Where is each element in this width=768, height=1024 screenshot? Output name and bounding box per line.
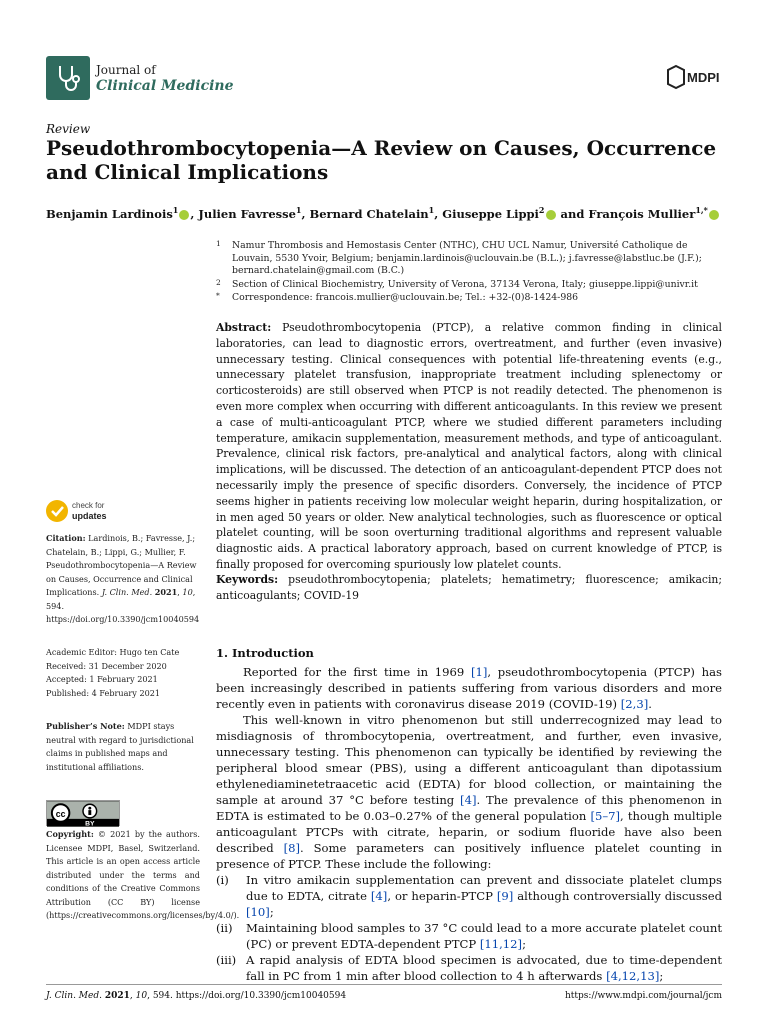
journal-header — [46, 56, 234, 100]
received-date: Received: 31 December 2020 — [46, 660, 167, 671]
text-run: In vitro amikacin supplementation can prevent and dissociate platelet clumps due to EDTA, citrate — [246, 873, 722, 903]
check-updates-line1: check for — [72, 501, 105, 510]
citation-link[interactable]: [1] — [470, 665, 488, 679]
affiliation-mark: 1 — [216, 239, 221, 248]
list-number: (ii) — [216, 921, 233, 935]
author-affil-mark: 1 — [295, 205, 302, 215]
check-for-updates[interactable] — [46, 500, 107, 522]
citation-link[interactable]: [4] — [370, 889, 388, 903]
citation-link[interactable]: [9] — [496, 889, 514, 903]
citation-link[interactable]: [5–7] — [590, 809, 621, 823]
author-affil-mark: 1,* — [695, 205, 708, 215]
text-run: ; — [522, 937, 526, 951]
author-affil-mark: 1 — [172, 205, 179, 215]
author-separator: , — [434, 206, 443, 221]
author: Julien Favresse — [198, 206, 296, 221]
author-separator: and — [556, 206, 589, 221]
published-date: Published: 4 February 2021 — [46, 687, 161, 698]
citation-label: Citation: — [46, 533, 86, 543]
list-item — [216, 952, 722, 984]
copyright-text: © 2021 by the authors. Licensee MDPI, Basel, Switzerland. This article is an open access article distributed under the terms and conditions of the Creative Commons Attribution (CC BY) license (https://creativecommons.org/licenses/by/4.0/). — [46, 829, 240, 920]
citation-link[interactable]: [4] — [460, 793, 477, 807]
affiliation-text: Section of Clinical Biochemistry, University of Verona, 37134 Verona, Italy; giuseppe.lippi@univr.it — [232, 278, 698, 290]
check-updates-line2: updates — [72, 511, 107, 521]
footer-year: 2021 — [104, 991, 130, 1001]
orcid-icon[interactable] — [546, 210, 556, 220]
keywords-label: Keywords: — [216, 573, 279, 586]
cc-by-license-badge[interactable] — [46, 800, 120, 826]
footer-journal: J. Clin. Med. — [46, 991, 102, 1001]
text-run: A rapid analysis of EDTA blood specimen is advocated, due to time-dependent fall in PC from 1 min after blood collection to 4 h afterwards — [246, 953, 722, 983]
citation-volume: 10 — [182, 587, 193, 597]
academic-editor: Academic Editor: Hugo ten Cate — [46, 647, 180, 657]
keywords — [216, 572, 722, 604]
citation-link[interactable]: [4,12,13] — [606, 969, 660, 983]
publisher-note-label: Publisher’s Note: — [46, 721, 125, 731]
footer-volume: 10 — [135, 991, 148, 1001]
publisher-note-text: MDPI stays neutral with regard to jurisdictional claims in published maps and institutional affiliations. — [46, 721, 194, 772]
text-run: Reported for the first time in 1969 — [243, 665, 471, 679]
introduction-body — [216, 664, 722, 984]
paragraph — [216, 712, 722, 872]
author-affil-mark: 2 — [538, 205, 545, 215]
publisher-note — [46, 720, 200, 774]
affiliation-mark: 2 — [216, 277, 221, 287]
abstract — [216, 320, 722, 573]
paragraph — [216, 664, 722, 712]
by-text: BY — [85, 820, 95, 827]
mdpi-logo-text: MDPI — [687, 70, 720, 85]
accepted-date: Accepted: 1 February 2021 — [46, 674, 158, 684]
text-run: , pseudothrombocytopenia (PTCP) has been increasingly described in patients suffering from various disorders and more recently even in patients with coronavirus disease 2019 (COVID-19) — [216, 665, 722, 711]
footer-journal-url[interactable]: https://www.mdpi.com/journal/jcm — [565, 991, 722, 1001]
orcid-icon[interactable] — [179, 210, 189, 220]
text-run: , or heparin-PTCP — [387, 889, 497, 903]
citation-journal: J. Clin. Med. — [101, 587, 153, 597]
editorial-dates — [46, 646, 200, 700]
correspondence — [216, 292, 726, 305]
citation-link[interactable]: [2,3] — [620, 697, 649, 711]
text-run: Maintaining blood samples to 37 °C could lead to a more accurate platelet count (PC) or prevent EDTA-dependent PTCP — [246, 921, 722, 951]
author-list — [46, 205, 726, 221]
text-run: This well-known in vitro phenomenon but still underrecognized may lead to misdiagnosis of thrombocytopenia, overtreatment, and further, even invasive, unnecessary testing. This phenomenon can typically be identified by reviewing the peripheral blood smear (PBS), using a different anticoagulant than dipotassium ethylenediaminetetraacetic acid (EDTA) for blood collection, or maintaining the sample at around 37 °C before testing — [216, 713, 722, 807]
keywords-text: pseudothrombocytopenia; platelets; hematimetry; fluorescence; amikacin; anticoagulants; COVID-19 — [216, 573, 722, 602]
section-heading: 1. Introduction — [216, 646, 314, 660]
author: Giuseppe Lippi — [442, 206, 539, 221]
citation-link[interactable]: [11,12] — [479, 937, 523, 951]
check-updates-icon — [46, 500, 68, 522]
text-run: ; — [659, 969, 664, 983]
mdpi-logo[interactable] — [666, 63, 722, 95]
copyright-label: Copyright: — [46, 829, 94, 839]
text-run: . — [648, 697, 652, 711]
author-affil-mark: 1 — [428, 205, 435, 215]
copyright — [46, 828, 240, 923]
citation-year: 2021 — [154, 587, 178, 597]
text-run: . Some parameters can positively influence platelet counting in presence of PTCP. These include the following: — [216, 841, 722, 871]
list-number: (iii) — [216, 953, 237, 967]
abstract-text: Pseudothrombocytopenia (PTCP), a relative common finding in clinical laboratories, can lead to diagnostic errors, overtreatment, and further (even invasive) unnecessary testing. Clinical consequences with potential life-threatening events (e.g., unnecessary platelet transfusion, inappropriate treatment including splenectomy or corticosteroids) are still observed when PTCP is not readily detected. The phenomenon is even more complex when occurring with different anticoagulants. In this review we present a case of multi-anticoagulant PTCP, where we studied different parameters including temperature, amikacin supplementation, measurement methods, and type of anticoagulant. Prevalence, clinical risk factors, pre-analytical and analytical factors, along with clinical implications, will be discussed. The detection of an anticoagulant-dependent PTCP does not necessarily imply the presence of specific disorders. Conversely, the incidence of PTCP seems higher in patients receiving low molecular weight heparin, during hospitalization, or in men aged 50 years or older. New analytical technologies, such as fluorescence or optical platelet counting, will be soon overturning traditional algorithms and represent valuable diagnostic aids. A practical laboratory approach, based on current knowledge of PTCP, is finally proposed for overcoming spuriously low platelet counts. — [216, 321, 722, 571]
affiliation-text: Correspondence: francois.mullier@uclouvain.be; Tel.: +32-(0)8-1424-986 — [232, 292, 579, 303]
journal-prefix: Journal of — [96, 63, 156, 77]
citation-text: Lardinois, B.; Favresse, J.; Chatelain, B.; Lippi, G.; Mullier, F. Pseudothrombocytopenia—A Review on Causes, Occurrence and Clinical Implications. — [46, 533, 197, 597]
author: Bernard Chatelain — [309, 206, 429, 221]
citation-doi[interactable]: , 594. https://doi.org/10.3390/jcm10040594 — [46, 587, 200, 624]
page-footer — [46, 984, 722, 1001]
author-separator: , — [301, 206, 310, 221]
article-type: Review — [46, 122, 91, 136]
list-item — [216, 920, 722, 952]
affiliation-text: Namur Thrombosis and Hemostasis Center (NTHC), CHU UCL Namur, Université Catholique de Louvain, 5530 Yvoir, Belgium; benjamin.lardinois@uclouvain.be (B.L.); j.favresse@labstluc.be (J.F.); bernard.chatelain@gmail.com (B.C.) — [232, 240, 702, 276]
stethoscope-icon — [46, 56, 90, 100]
citation: Citation: Lardinois, B.; Favresse, J.; Chatelain, B.; Lippi, G.; Mullier, F. Pseudothrombocytopenia—A Review on Causes, Occurrence and Clinical Implications. J. Clin. Med. 2021, 10, 594. https://doi.org/10.3390/jcm10040594 — [46, 533, 200, 624]
text-run: , though multiple anticoagulant PTCPs with citrate, heparin, or sodium fluoride have also been described — [216, 809, 722, 855]
author: Benjamin Lardinois — [46, 206, 173, 221]
footer-doi[interactable]: , 594. https://doi.org/10.3390/jcm10040594 — [147, 991, 347, 1001]
affiliations — [216, 240, 726, 306]
affiliation — [216, 279, 726, 292]
citation-link[interactable]: [10] — [246, 905, 270, 919]
list-item — [216, 872, 722, 920]
list-number: (i) — [216, 873, 229, 887]
abstract-label: Abstract: — [216, 321, 272, 334]
author-separator: , — [190, 206, 199, 221]
author: François Mullier — [588, 206, 696, 221]
citation-link[interactable]: [8] — [283, 841, 301, 855]
footer-citation: J. Clin. Med. 2021, 10, 594. https://doi.org/10.3390/jcm10040594 — [46, 991, 347, 1001]
orcid-icon[interactable] — [709, 210, 719, 220]
affiliation-mark: * — [216, 291, 220, 300]
text-run: ; — [269, 905, 274, 919]
journal-name: Clinical Medicine — [96, 78, 234, 94]
text-run: . The prevalence of this phenomenon in EDTA is estimated to be 0.03–0.27% of the general population — [216, 793, 723, 823]
text-run: although controversially discussed — [513, 889, 722, 903]
article-title: Pseudothrombocytopenia—A Review on Causes, Occurrence and Clinical Implications — [46, 136, 717, 184]
affiliation — [216, 240, 726, 278]
cc-text: cc — [55, 808, 66, 819]
